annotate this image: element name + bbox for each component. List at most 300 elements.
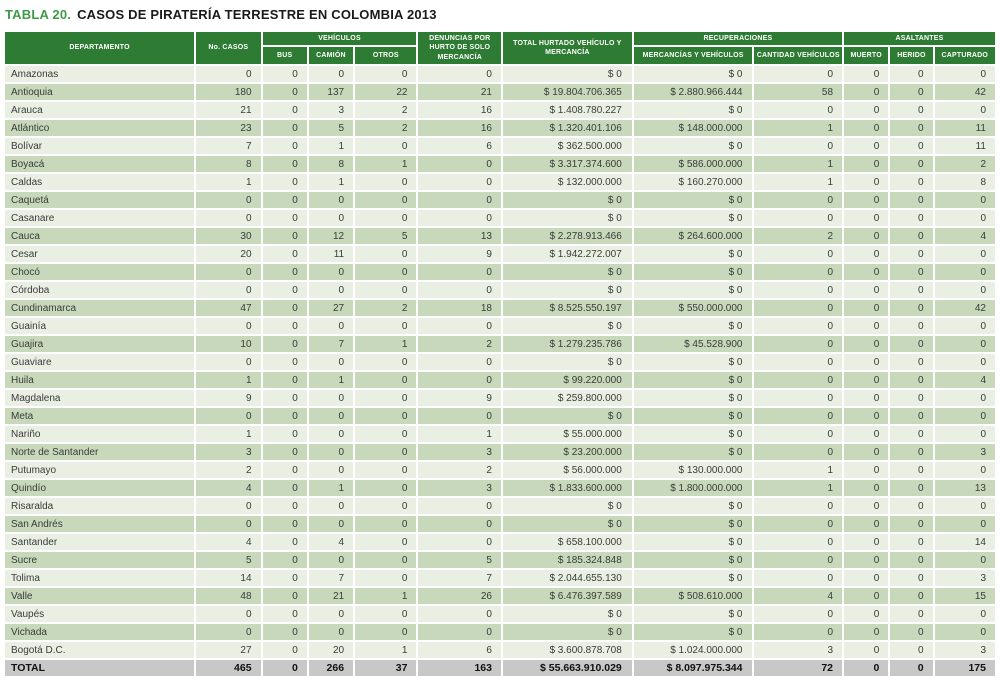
value-cell: 0 (309, 408, 353, 424)
value-cell: 0 (263, 390, 307, 406)
value-cell: 11 (935, 138, 995, 154)
value-cell: 3 (935, 570, 995, 586)
value-cell: 4 (196, 534, 260, 550)
value-cell: $ 0 (503, 354, 632, 370)
value-cell: 13 (935, 480, 995, 496)
value-cell: 2 (355, 120, 416, 136)
table-row (5, 336, 995, 352)
value-cell: 26 (418, 588, 501, 604)
value-cell: 0 (754, 354, 842, 370)
value-cell: 0 (754, 426, 842, 442)
value-cell: $ 0 (503, 66, 632, 82)
value-cell: 0 (754, 300, 842, 316)
value-cell: 4 (309, 534, 353, 550)
value-cell: 0 (844, 228, 888, 244)
value-cell: 0 (309, 462, 353, 478)
value-cell: $ 0 (634, 534, 753, 550)
value-cell: 8 (309, 156, 353, 172)
table-row (5, 372, 995, 388)
value-cell: 7 (309, 336, 353, 352)
piracy-data-table (3, 30, 997, 678)
department-cell: Vichada (5, 624, 194, 640)
value-cell: $ 1.279.235.786 (503, 336, 632, 352)
value-cell: 0 (263, 264, 307, 280)
value-cell: 0 (355, 210, 416, 226)
table-body (5, 66, 995, 676)
header-no-casos: No. CASOS (196, 32, 260, 64)
value-cell: 0 (754, 390, 842, 406)
value-cell: 0 (309, 552, 353, 568)
value-cell: 0 (844, 390, 888, 406)
header-herido: HERIDO (890, 47, 932, 64)
table-row (5, 156, 995, 172)
value-cell: 1 (355, 642, 416, 658)
value-cell: 0 (844, 84, 888, 100)
value-cell: 0 (263, 156, 307, 172)
value-cell: $ 8.097.975.344 (634, 660, 753, 676)
table-row (5, 66, 995, 82)
value-cell: $ 0 (634, 408, 753, 424)
value-cell: $ 0 (634, 192, 753, 208)
value-cell: 4 (754, 588, 842, 604)
table-header (5, 32, 995, 64)
value-cell: 0 (196, 516, 260, 532)
value-cell: 0 (355, 408, 416, 424)
header-muerto: MUERTO (844, 47, 888, 64)
value-cell: $ 0 (634, 426, 753, 442)
table-row (5, 480, 995, 496)
value-cell: 0 (890, 408, 932, 424)
value-cell: 0 (890, 624, 932, 640)
value-cell: 0 (355, 174, 416, 190)
value-cell: 0 (844, 300, 888, 316)
value-cell: 0 (263, 66, 307, 82)
table-row (5, 354, 995, 370)
value-cell: 0 (754, 264, 842, 280)
value-cell: 0 (754, 408, 842, 424)
value-cell: $ 586.000.000 (634, 156, 753, 172)
value-cell: 0 (754, 570, 842, 586)
value-cell: 0 (196, 192, 260, 208)
value-cell: $ 2.044.655.130 (503, 570, 632, 586)
value-cell: 0 (890, 390, 932, 406)
table-row (5, 570, 995, 586)
value-cell: 5 (309, 120, 353, 136)
table-number-label: TABLA 20. (5, 7, 72, 22)
table-row (5, 534, 995, 550)
value-cell: 0 (935, 336, 995, 352)
value-cell: 0 (355, 624, 416, 640)
value-cell: 0 (196, 318, 260, 334)
header-bus: BUS (263, 47, 307, 64)
value-cell: 0 (844, 246, 888, 262)
value-cell: 0 (263, 462, 307, 478)
value-cell: 0 (263, 372, 307, 388)
table-title-text: CASOS DE PIRATERÍA TERRESTRE EN COLOMBIA 2013 (77, 7, 437, 22)
table-row (5, 390, 995, 406)
value-cell: 0 (309, 426, 353, 442)
value-cell: 0 (418, 66, 501, 82)
department-cell: Norte de Santander (5, 444, 194, 460)
value-cell: 0 (844, 588, 888, 604)
value-cell: 0 (754, 624, 842, 640)
value-cell: 1 (196, 372, 260, 388)
table-total-row (5, 660, 995, 676)
department-cell: Córdoba (5, 282, 194, 298)
value-cell: $ 23.200.000 (503, 444, 632, 460)
value-cell: 0 (196, 606, 260, 622)
value-cell: 0 (754, 102, 842, 118)
table-row (5, 588, 995, 604)
value-cell: 0 (196, 210, 260, 226)
value-cell: 0 (844, 138, 888, 154)
value-cell: $ 0 (634, 372, 753, 388)
table-row (5, 498, 995, 514)
value-cell: 0 (890, 246, 932, 262)
value-cell: 0 (844, 120, 888, 136)
value-cell: 18 (418, 300, 501, 316)
value-cell: 42 (935, 84, 995, 100)
value-cell: 0 (263, 642, 307, 658)
value-cell: 1 (754, 120, 842, 136)
value-cell: 0 (263, 606, 307, 622)
value-cell: 0 (844, 660, 888, 676)
value-cell: 0 (355, 462, 416, 478)
value-cell: 0 (263, 210, 307, 226)
value-cell: 0 (355, 390, 416, 406)
value-cell: 0 (844, 552, 888, 568)
value-cell: 0 (890, 84, 932, 100)
value-cell: $ 0 (634, 570, 753, 586)
value-cell: $ 1.942.272.007 (503, 246, 632, 262)
value-cell: 0 (844, 264, 888, 280)
value-cell: 48 (196, 588, 260, 604)
value-cell: 37 (355, 660, 416, 676)
value-cell: 7 (309, 570, 353, 586)
value-cell: 0 (890, 606, 932, 622)
department-cell: Guaviare (5, 354, 194, 370)
department-cell: Santander (5, 534, 194, 550)
department-cell: Risaralda (5, 498, 194, 514)
value-cell: 0 (309, 390, 353, 406)
table-row (5, 408, 995, 424)
value-cell: 0 (263, 534, 307, 550)
value-cell: 0 (196, 498, 260, 514)
value-cell: 2 (754, 228, 842, 244)
value-cell: $ 1.833.600.000 (503, 480, 632, 496)
table-row (5, 462, 995, 478)
value-cell: 9 (418, 390, 501, 406)
value-cell: 6 (418, 642, 501, 658)
value-cell: 0 (754, 66, 842, 82)
value-cell: 0 (355, 264, 416, 280)
value-cell: 1 (355, 588, 416, 604)
value-cell: 2 (418, 336, 501, 352)
value-cell: $ 362.500.000 (503, 138, 632, 154)
department-cell: Atlántico (5, 120, 194, 136)
value-cell: 0 (263, 660, 307, 676)
value-cell: 0 (844, 570, 888, 586)
value-cell: 2 (418, 462, 501, 478)
value-cell: 0 (309, 318, 353, 334)
value-cell: 0 (263, 228, 307, 244)
value-cell: 0 (263, 336, 307, 352)
value-cell: $ 45.528.900 (634, 336, 753, 352)
department-cell: Sucre (5, 552, 194, 568)
value-cell: 0 (754, 498, 842, 514)
value-cell: 0 (890, 156, 932, 172)
value-cell: 0 (754, 246, 842, 262)
value-cell: 0 (935, 606, 995, 622)
value-cell: 0 (935, 354, 995, 370)
value-cell: 3 (754, 642, 842, 658)
value-cell: 0 (935, 210, 995, 226)
value-cell: 0 (263, 282, 307, 298)
value-cell: 0 (355, 606, 416, 622)
department-cell: Chocó (5, 264, 194, 280)
value-cell: 0 (355, 426, 416, 442)
value-cell: 5 (196, 552, 260, 568)
value-cell: 0 (263, 246, 307, 262)
value-cell: 7 (418, 570, 501, 586)
value-cell: $ 0 (634, 210, 753, 226)
value-cell: 21 (418, 84, 501, 100)
value-cell: 0 (263, 444, 307, 460)
value-cell: 0 (754, 138, 842, 154)
value-cell: 58 (754, 84, 842, 100)
value-cell: 0 (263, 84, 307, 100)
header-total-hurtado: TOTAL HURTADO VEHÍCULO Y MERCANCÍA (503, 32, 632, 64)
value-cell: 0 (309, 354, 353, 370)
value-cell: 0 (418, 624, 501, 640)
value-cell: 6 (418, 138, 501, 154)
value-cell: 0 (890, 174, 932, 190)
value-cell: 0 (309, 192, 353, 208)
value-cell: $ 0 (503, 498, 632, 514)
value-cell: $ 160.270.000 (634, 174, 753, 190)
value-cell: 1 (355, 336, 416, 352)
department-cell: Casanare (5, 210, 194, 226)
value-cell: 5 (418, 552, 501, 568)
value-cell: $ 259.800.000 (503, 390, 632, 406)
value-cell: $ 0 (503, 318, 632, 334)
value-cell: 1 (754, 462, 842, 478)
value-cell: 0 (355, 570, 416, 586)
value-cell: $ 0 (503, 264, 632, 280)
value-cell: 0 (890, 588, 932, 604)
value-cell: 0 (844, 642, 888, 658)
value-cell: 0 (844, 426, 888, 442)
value-cell: 1 (754, 156, 842, 172)
value-cell: $ 3.317.374.600 (503, 156, 632, 172)
value-cell: 0 (844, 318, 888, 334)
value-cell: $ 508.610.000 (634, 588, 753, 604)
value-cell: 0 (935, 552, 995, 568)
value-cell: $ 2.880.966.444 (634, 84, 753, 100)
value-cell: 2 (355, 300, 416, 316)
value-cell: 0 (418, 408, 501, 424)
value-cell: 0 (196, 408, 260, 424)
value-cell: $ 6.476.397.589 (503, 588, 632, 604)
value-cell: $ 0 (634, 390, 753, 406)
value-cell: 0 (890, 264, 932, 280)
value-cell: 0 (196, 624, 260, 640)
value-cell: 0 (754, 192, 842, 208)
value-cell: 465 (196, 660, 260, 676)
department-cell: Huila (5, 372, 194, 388)
value-cell: 0 (263, 354, 307, 370)
value-cell: 0 (754, 318, 842, 334)
value-cell: 0 (890, 102, 932, 118)
value-cell: $ 0 (634, 102, 753, 118)
value-cell: 0 (935, 390, 995, 406)
value-cell: 10 (196, 336, 260, 352)
value-cell: 0 (890, 570, 932, 586)
value-cell: 27 (196, 642, 260, 658)
table-row (5, 228, 995, 244)
table-row (5, 246, 995, 262)
value-cell: 0 (890, 372, 932, 388)
table-row (5, 300, 995, 316)
value-cell: 0 (844, 498, 888, 514)
department-cell: Amazonas (5, 66, 194, 82)
value-cell: 0 (890, 300, 932, 316)
value-cell: 0 (418, 282, 501, 298)
value-cell: 0 (196, 282, 260, 298)
value-cell: 0 (890, 444, 932, 460)
value-cell: 1 (196, 426, 260, 442)
department-cell: Guajira (5, 336, 194, 352)
value-cell: 0 (890, 192, 932, 208)
header-cantidad-vehiculos: CANTIDAD VEHÍCULOS (754, 47, 842, 64)
value-cell: 12 (309, 228, 353, 244)
value-cell: 14 (196, 570, 260, 586)
value-cell: 0 (844, 210, 888, 226)
value-cell: 0 (309, 210, 353, 226)
value-cell: $ 0 (634, 444, 753, 460)
header-camion: CAMIÓN (309, 47, 353, 64)
value-cell: 21 (196, 102, 260, 118)
value-cell: 0 (196, 264, 260, 280)
table-row (5, 606, 995, 622)
value-cell: $ 0 (634, 246, 753, 262)
table-row (5, 516, 995, 532)
department-cell: Nariño (5, 426, 194, 442)
value-cell: 0 (196, 66, 260, 82)
value-cell: 0 (355, 552, 416, 568)
value-cell: 0 (418, 210, 501, 226)
value-cell: 2 (355, 102, 416, 118)
value-cell: 0 (309, 624, 353, 640)
department-cell: Guainía (5, 318, 194, 334)
table-row (5, 174, 995, 190)
value-cell: 0 (418, 264, 501, 280)
value-cell: 0 (935, 282, 995, 298)
department-cell: Bogotá D.C. (5, 642, 194, 658)
value-cell: 0 (890, 210, 932, 226)
value-cell: 163 (418, 660, 501, 676)
value-cell: 0 (754, 534, 842, 550)
value-cell: 1 (309, 372, 353, 388)
department-cell: Tolima (5, 570, 194, 586)
value-cell: 0 (263, 480, 307, 496)
department-cell: Bolívar (5, 138, 194, 154)
value-cell: 266 (309, 660, 353, 676)
value-cell: $ 0 (634, 264, 753, 280)
value-cell: $ 56.000.000 (503, 462, 632, 478)
header-otros: OTROS (355, 47, 416, 64)
value-cell: 3 (418, 444, 501, 460)
value-cell: $ 0 (503, 408, 632, 424)
value-cell: 0 (935, 624, 995, 640)
value-cell: 0 (263, 174, 307, 190)
value-cell: 0 (754, 336, 842, 352)
value-cell: $ 0 (503, 606, 632, 622)
value-cell: 0 (263, 300, 307, 316)
value-cell: 14 (935, 534, 995, 550)
value-cell: 5 (355, 228, 416, 244)
value-cell: 0 (890, 282, 932, 298)
value-cell: 0 (754, 444, 842, 460)
value-cell: 0 (263, 408, 307, 424)
value-cell: 3 (309, 102, 353, 118)
value-cell: 21 (309, 588, 353, 604)
table-row (5, 624, 995, 640)
table-title (3, 5, 997, 30)
value-cell: 0 (890, 534, 932, 550)
value-cell: $ 0 (634, 606, 753, 622)
value-cell: 0 (754, 282, 842, 298)
value-cell: $ 0 (634, 354, 753, 370)
value-cell: 11 (309, 246, 353, 262)
value-cell: 0 (935, 318, 995, 334)
value-cell: 4 (935, 372, 995, 388)
value-cell: 0 (263, 138, 307, 154)
value-cell: 0 (196, 354, 260, 370)
value-cell: $ 0 (634, 282, 753, 298)
value-cell: 0 (355, 372, 416, 388)
department-cell: Vaupés (5, 606, 194, 622)
value-cell: $ 0 (634, 552, 753, 568)
value-cell: 0 (844, 372, 888, 388)
department-cell: Antioquia (5, 84, 194, 100)
value-cell: 16 (418, 102, 501, 118)
value-cell: 3 (418, 480, 501, 496)
value-cell: 8 (935, 174, 995, 190)
value-cell: 22 (355, 84, 416, 100)
department-cell: Cesar (5, 246, 194, 262)
value-cell: $ 264.600.000 (634, 228, 753, 244)
value-cell: 0 (890, 552, 932, 568)
header-capturado: CAPTURADO (935, 47, 995, 64)
value-cell: 0 (355, 66, 416, 82)
value-cell: 1 (418, 426, 501, 442)
value-cell: $ 0 (634, 516, 753, 532)
value-cell: 0 (355, 498, 416, 514)
header-mercancias-vehiculos: MERCANCÍAS Y VEHÍCULOS (634, 47, 753, 64)
value-cell: 1 (309, 174, 353, 190)
value-cell: $ 1.408.780.227 (503, 102, 632, 118)
value-cell: 0 (263, 552, 307, 568)
value-cell: $ 0 (634, 624, 753, 640)
value-cell: 0 (418, 372, 501, 388)
value-cell: 0 (418, 498, 501, 514)
value-cell: 0 (754, 606, 842, 622)
value-cell: 1 (196, 174, 260, 190)
value-cell: $ 132.000.000 (503, 174, 632, 190)
value-cell: 0 (890, 228, 932, 244)
value-cell: 0 (418, 534, 501, 550)
